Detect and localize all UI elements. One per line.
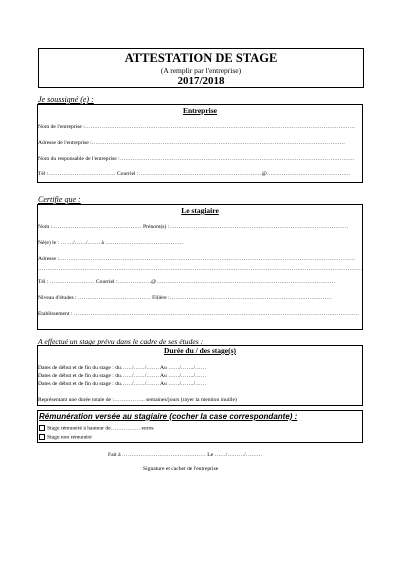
option-non-remunere[interactable]	[39, 434, 92, 440]
remuneration-box	[37, 410, 363, 443]
stagiaire-heading: Le stagiaire	[181, 206, 219, 215]
field-place-date[interactable]: Fait à ……………………………………… Le ……/………/………	[108, 452, 263, 458]
field-entreprise-phone-email[interactable]: Tél :……………………………… Courriel :…………………………………………………………@………………………………………	[38, 171, 351, 177]
remuneration-heading: Rémunération versée au stagiaire (cocher la case correspondante) :	[39, 412, 298, 421]
title-box	[38, 48, 364, 88]
field-stagiaire-address[interactable]: Adresse :……………………………………………………………………………………………………………………………………………	[38, 256, 356, 262]
entreprise-heading: Entreprise	[182, 106, 218, 115]
stagiaire-box	[37, 204, 363, 330]
field-stage-total[interactable]: Représentant une durée totale de :…………….. semaines/jours (rayer la mention inutile)	[38, 397, 237, 403]
document-title: ATTESTATION DE STAGE	[124, 51, 278, 65]
signature-label: Signature et cachet de l'entreprise	[143, 466, 219, 472]
checkbox-non-remunere[interactable]	[39, 434, 45, 440]
checkbox-remunere[interactable]	[39, 425, 45, 431]
field-stagiaire-level[interactable]: Niveau d'études : ………………………………… Filière :……………………………………………………………………………	[38, 295, 332, 301]
section-label-certifie: Certifie que :	[38, 195, 81, 204]
field-stagiaire-school[interactable]: Établissement : ………………………………………………………………………………………………………………………………………	[38, 311, 360, 317]
duree-heading: Durée du / des stage(s)	[163, 346, 237, 355]
section-label-soussigne: Je soussigné (e) :	[38, 95, 94, 104]
field-stagiaire-name[interactable]: Nom :………………………………………… Prénom(s) :……………………………………………………………………………………	[38, 224, 349, 230]
option-non-remunere-label: Stage non rémunéré	[47, 434, 92, 441]
option-remunere-label: Stage rémunéré à hauteur de……………. euros	[47, 425, 154, 432]
field-stagiaire-phone-email[interactable]: Tél : …………………… Courriel :………………@……………………………………………………………………………………	[38, 279, 336, 285]
field-stage-dates-1[interactable]: Dates de début et de fin du stage : du……/……/……. Au ……/……./……	[38, 365, 207, 371]
field-stagiaire-birth[interactable]: Né(e) le : … …/……/……. à ……………………………………	[38, 240, 184, 246]
field-stage-dates-2[interactable]: Dates de début et de fin du stage : du……/……/……. Au ……/……./……	[38, 373, 207, 379]
field-entreprise-name[interactable]: Nom de l'entreprise :……………………………………………………………………………………………………………………………….	[38, 124, 355, 130]
section-label-stage: A effectué un stage prévu dans le cadre de ses études :	[38, 337, 204, 346]
document-subtitle: (A remplir par l'entreprise)	[160, 66, 242, 75]
academic-year: 2017/2018	[177, 75, 225, 87]
field-entreprise-address[interactable]: Adresse de l'entreprise :……………………………………………………………………………………………………………………….	[38, 140, 345, 146]
field-stage-dates-3[interactable]: Dates de début et de fin du stage : du……/……/……. Au ……/……./……	[38, 381, 207, 387]
entreprise-box	[37, 104, 363, 183]
field-responsable-name[interactable]: Nom du responsable de l'entreprise :………………………………………………………………………………………………………………	[38, 156, 355, 162]
field-stagiaire-address-2[interactable]: …………………………………………………………………………………………………………………………………………………………	[38, 266, 362, 272]
duree-box	[37, 345, 363, 406]
option-remunere[interactable]	[39, 425, 154, 431]
